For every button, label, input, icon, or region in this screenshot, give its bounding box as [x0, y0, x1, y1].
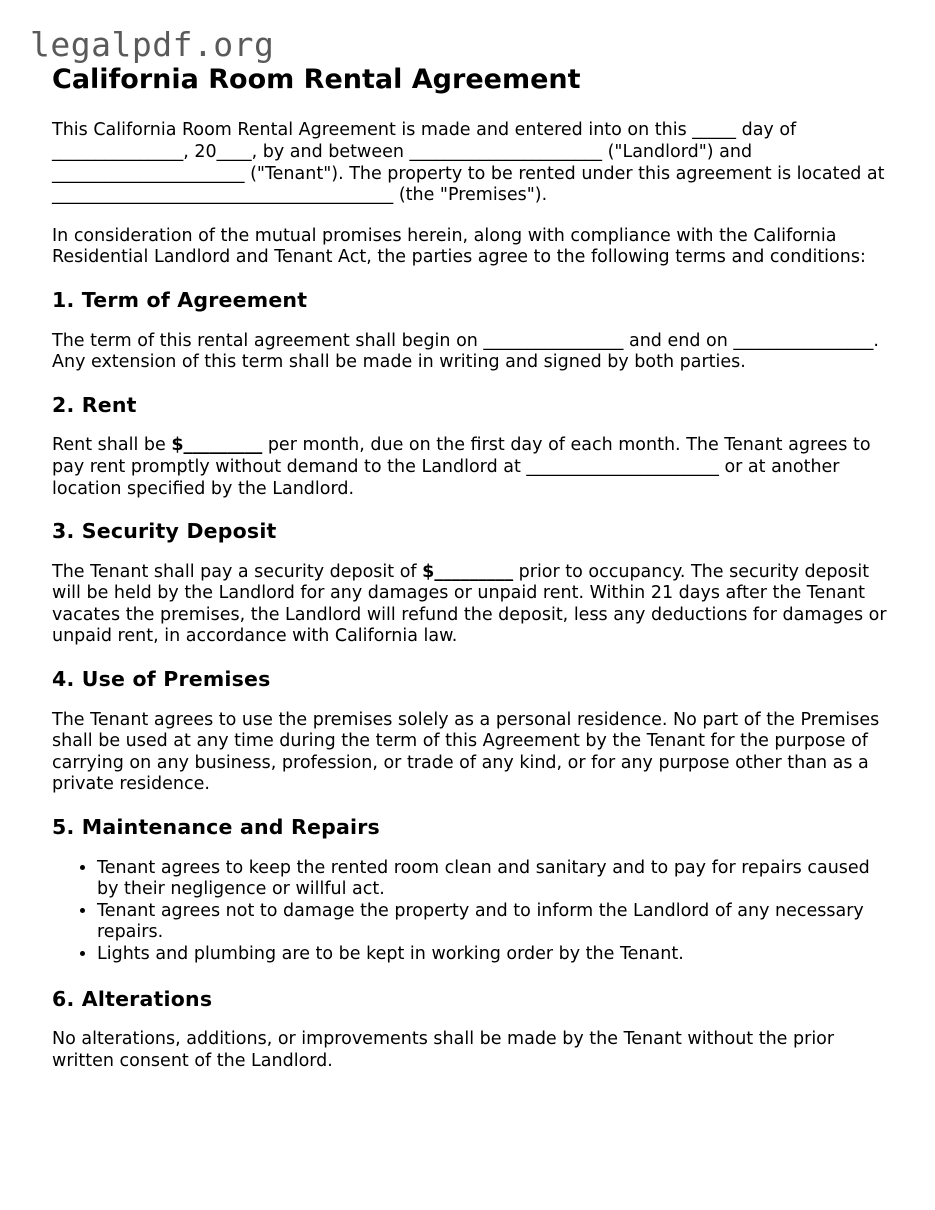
section-heading-deposit: 3. Security Deposit: [52, 519, 277, 544]
section-heading-rent: 2. Rent: [52, 392, 137, 417]
section-body-term: The term of this rental agreement shall begin on ________________ and end on ________________. Any extension of this term shall be made in writing and signed by both parties.: [52, 330, 879, 373]
section-heading-maintenance: 5. Maintenance and Repairs: [52, 815, 380, 840]
rent-amount-blank: $_________: [171, 435, 263, 456]
deposit-text-post: prior to occupancy. The security deposit will be held by the Landlord for any damages or unpaid rent. Within 21 days after the Tenant vacates the premises, the Landlord will refund the deposit, less any deductions for damages or unpaid rent, in accordance with California law.: [52, 561, 887, 647]
list-item: • Lights and plumbing are to be kept in working order by the Tenant.: [97, 944, 892, 966]
document-body: [52, 64, 892, 1091]
section-heading-use: 4. Use of Premises: [52, 667, 271, 692]
watermark: legalpdf.org: [30, 25, 275, 64]
section-body-alterations: No alterations, additions, or improvements shall be made by the Tenant without the prior written consent of the Landlord.: [52, 1029, 835, 1071]
list-item: • Tenant agrees not to damage the property and to inform the Landlord of any necessary repairs.: [97, 901, 892, 944]
list-item: • Tenant agrees to keep the rented room clean and sanitary and to pay for repairs caused by their negligence or willful act.: [97, 858, 892, 901]
rent-text-pre: Rent shall be: [52, 435, 172, 456]
intro-paragraph: This California Room Rental Agreement is made and entered into on this _____ day of _______________, 20____, by and between ______________________ ("Landlord") and ______________________ ("Tenant"). The property to be rented under this agreement is located at _______________________________________ (the "Premises").: [52, 120, 885, 206]
deposit-text-pre: The Tenant shall pay a security deposit of: [52, 561, 423, 582]
section-body-rent: [52, 435, 892, 500]
section-body-deposit: [52, 562, 892, 648]
consideration-paragraph: In consideration of the mutual promises herein, along with compliance with the California Residential Landlord and Tenant Act, the parties agree to the following terms and conditions:: [52, 225, 866, 268]
rent-text-post: per month, due on the first day of each month. The Tenant agrees to pay rent promptly without demand to the Landlord at ______________________ or at another location specified by the Landlord.: [52, 435, 871, 499]
deposit-amount-blank: $_________: [422, 561, 514, 582]
section-body-use: The Tenant agrees to use the premises solely as a personal residence. No part of the Premises shall be used at any time during the term of this Agreement by the Tenant for the purpose of carrying on any business, profession, or trade of any kind, or for any purpose other than as a private residence.: [52, 709, 880, 795]
maintenance-list: [52, 858, 892, 966]
section-heading-term: 1. Term of Agreement: [52, 287, 308, 312]
section-heading-alterations: 6. Alterations: [52, 986, 213, 1011]
document-title: California Room Rental Agreement: [52, 64, 581, 95]
